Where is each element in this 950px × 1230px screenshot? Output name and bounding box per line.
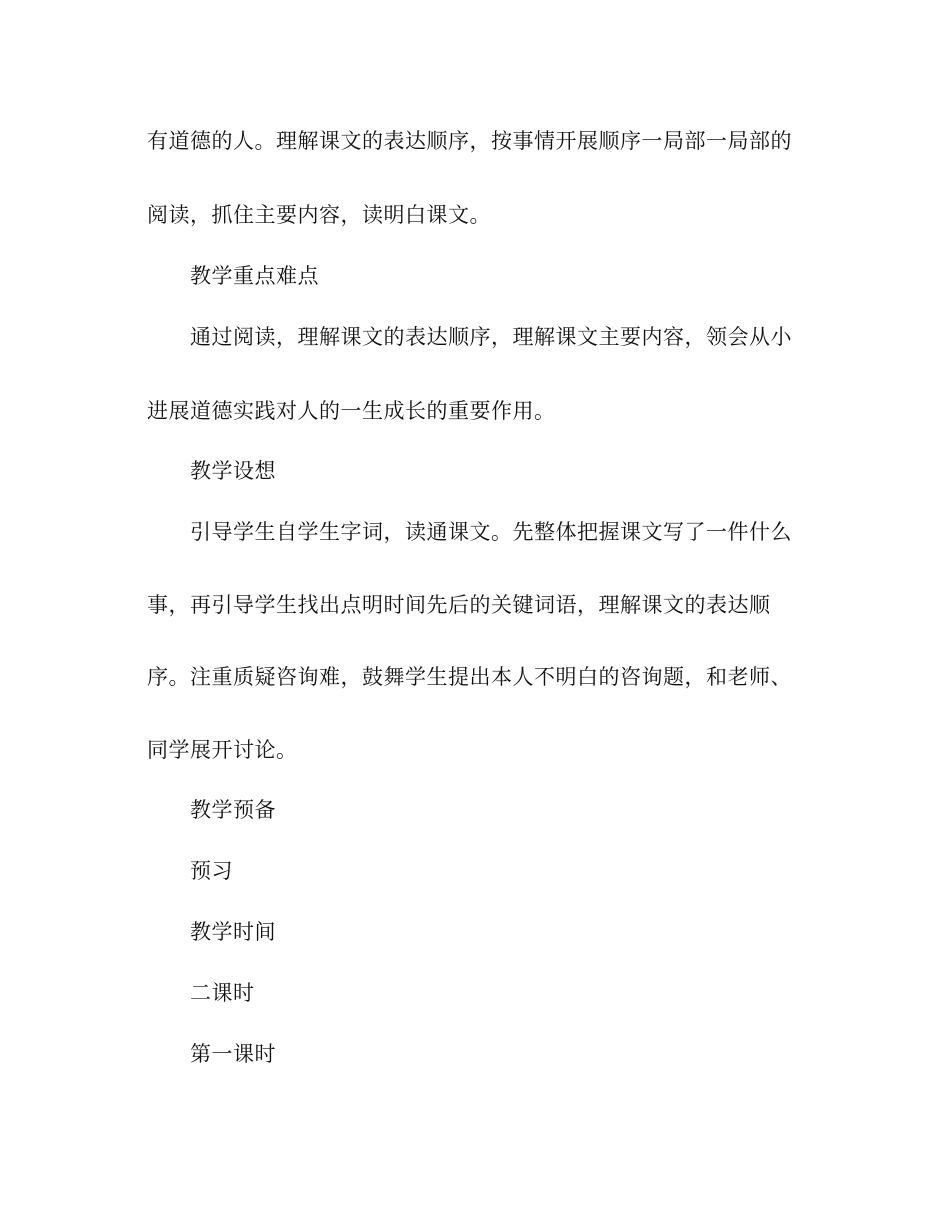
paragraph-line: 事，再引导学生找出点明时间先后的关键词语，理解课文的表达顺 xyxy=(147,593,771,617)
section-heading-teaching-idea: 教学设想 xyxy=(190,459,276,483)
paragraph-line: 同学展开讨论。 xyxy=(147,738,298,762)
paragraph-line: 序。注重质疑咨询难，鼓舞学生提出本人不明白的咨询题，和老师、 xyxy=(147,665,792,689)
section-heading-teaching-focus: 教学重点难点 xyxy=(190,264,319,288)
paragraph-line: 阅读，抓住主要内容，读明白课文。 xyxy=(147,203,491,227)
paragraph-line: 引导学生自学生字词，读通课文。先整体把握课文写了一件什么 xyxy=(190,520,792,544)
section-heading-first-lesson: 第一课时 xyxy=(190,1042,276,1066)
paragraph-line: 通过阅读，理解课文的表达顺序，理解课文主要内容，领会从小 xyxy=(190,325,792,349)
paragraph-line: 进展道德实践对人的一生成长的重要作用。 xyxy=(147,399,556,423)
section-item-preview: 预习 xyxy=(190,859,233,883)
section-heading-teaching-preparation: 教学预备 xyxy=(190,798,276,822)
paragraph-line: 有道德的人。理解课文的表达顺序，按事情开展顺序一局部一局部的 xyxy=(147,129,792,153)
section-heading-teaching-time: 教学时间 xyxy=(190,920,276,944)
section-item-two-lessons: 二课时 xyxy=(190,981,255,1005)
